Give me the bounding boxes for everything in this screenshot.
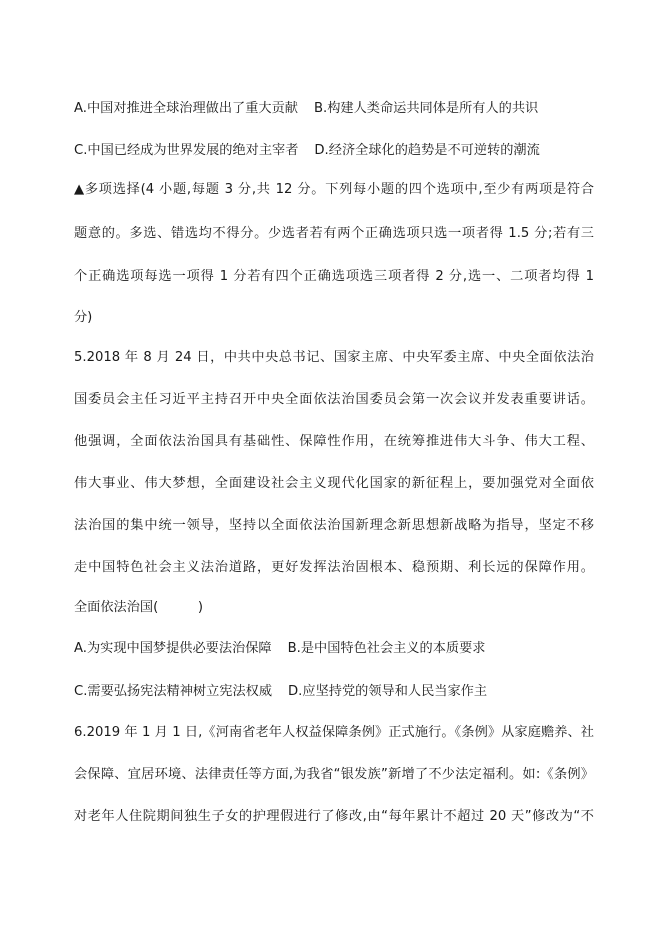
q5-text-line-4: 伟大事业、伟大梦想，全面建设社会主义现代化国家的新征程上，要加强党对全面依 — [74, 476, 594, 491]
q6-text-line-1: 6.2019 年 1 月 1 日,《河南省老年人权益保障条例》正式施行。《条例》从家庭赡养、社 — [74, 725, 594, 740]
q5-options-row-2 — [74, 683, 594, 701]
q4-option-b: B.构建人类命运共同体是所有人的共识 — [313, 101, 539, 116]
q5-options-row-1 — [74, 640, 594, 658]
section-instructions-line-1: ▲多项选择(4 小题,每题 3 分,共 12 分。下列每小题的四个选项中,至少有两项是符合 — [74, 182, 594, 197]
q5-option-d: D.应坚持党的领导和人民当家作主 — [288, 684, 488, 699]
q5-text-line-5: 法治国的集中统一领导，坚持以全面依法治国新理念新思想新战略为指导，坚定不移 — [74, 518, 594, 533]
q5-option-c: C.需要弘扬宪法精神树立宪法权威 — [74, 684, 273, 699]
q4-options-row-1 — [74, 100, 594, 118]
q5-text-line-6: 走中国特色社会主义法治道路，更好发挥法治固根本、稳预期、利长远的保障作用。 — [74, 560, 594, 575]
section-instructions-line-4: 分) — [74, 310, 93, 325]
q5-text-line-3: 他强调，全面依法治国具有基础性、保障性作用，在统筹推进伟大斗争、伟大工程、 — [74, 434, 594, 449]
q5-text-line-1: 5.2018 年 8 月 24 日，中共中央总书记、国家主席、中央军委主席、中央全面依法治 — [74, 350, 594, 365]
section-instructions-line-2: 题意的。多选、错选均不得分。少选者若有两个正确选项只选一项者得 1.5 分;若有三 — [74, 226, 594, 241]
q5-option-b: B.是中国特色社会主义的本质要求 — [287, 641, 486, 656]
q6-text-line-3: 对老年人住院期间独生子女的护理假进行了修改,由“每年累计不超过 20 天”修改为“不 — [74, 809, 594, 824]
q5-option-a: A.为实现中国梦提供必要法治保障 — [74, 641, 272, 656]
q4-options-row-2 — [74, 142, 594, 160]
q5-text-line-2: 国委员会主任习近平主持召开中央全面依法治国委员会第一次会议并发表重要讲话。 — [74, 392, 594, 407]
q4-option-d: D.经济全球化的趋势是不可逆转的潮流 — [314, 143, 540, 158]
section-instructions-line-3: 个正确选项每选一项得 1 分若有四个正确选项选三项者得 2 分,选一、二项者均得 1 — [74, 269, 594, 284]
q4-option-a: A.中国对推进全球治理做出了重大贡献 — [74, 101, 298, 116]
q4-option-c: C.中国已经成为世界发展的绝对主宰者 — [74, 143, 299, 158]
q6-text-line-2: 会保障、宜居环境、法律责任等方面,为我省“银发族”新增了不少法定福利。如:《条例》 — [74, 767, 594, 782]
q5-stem: 全面依法治国( ) — [74, 600, 203, 615]
